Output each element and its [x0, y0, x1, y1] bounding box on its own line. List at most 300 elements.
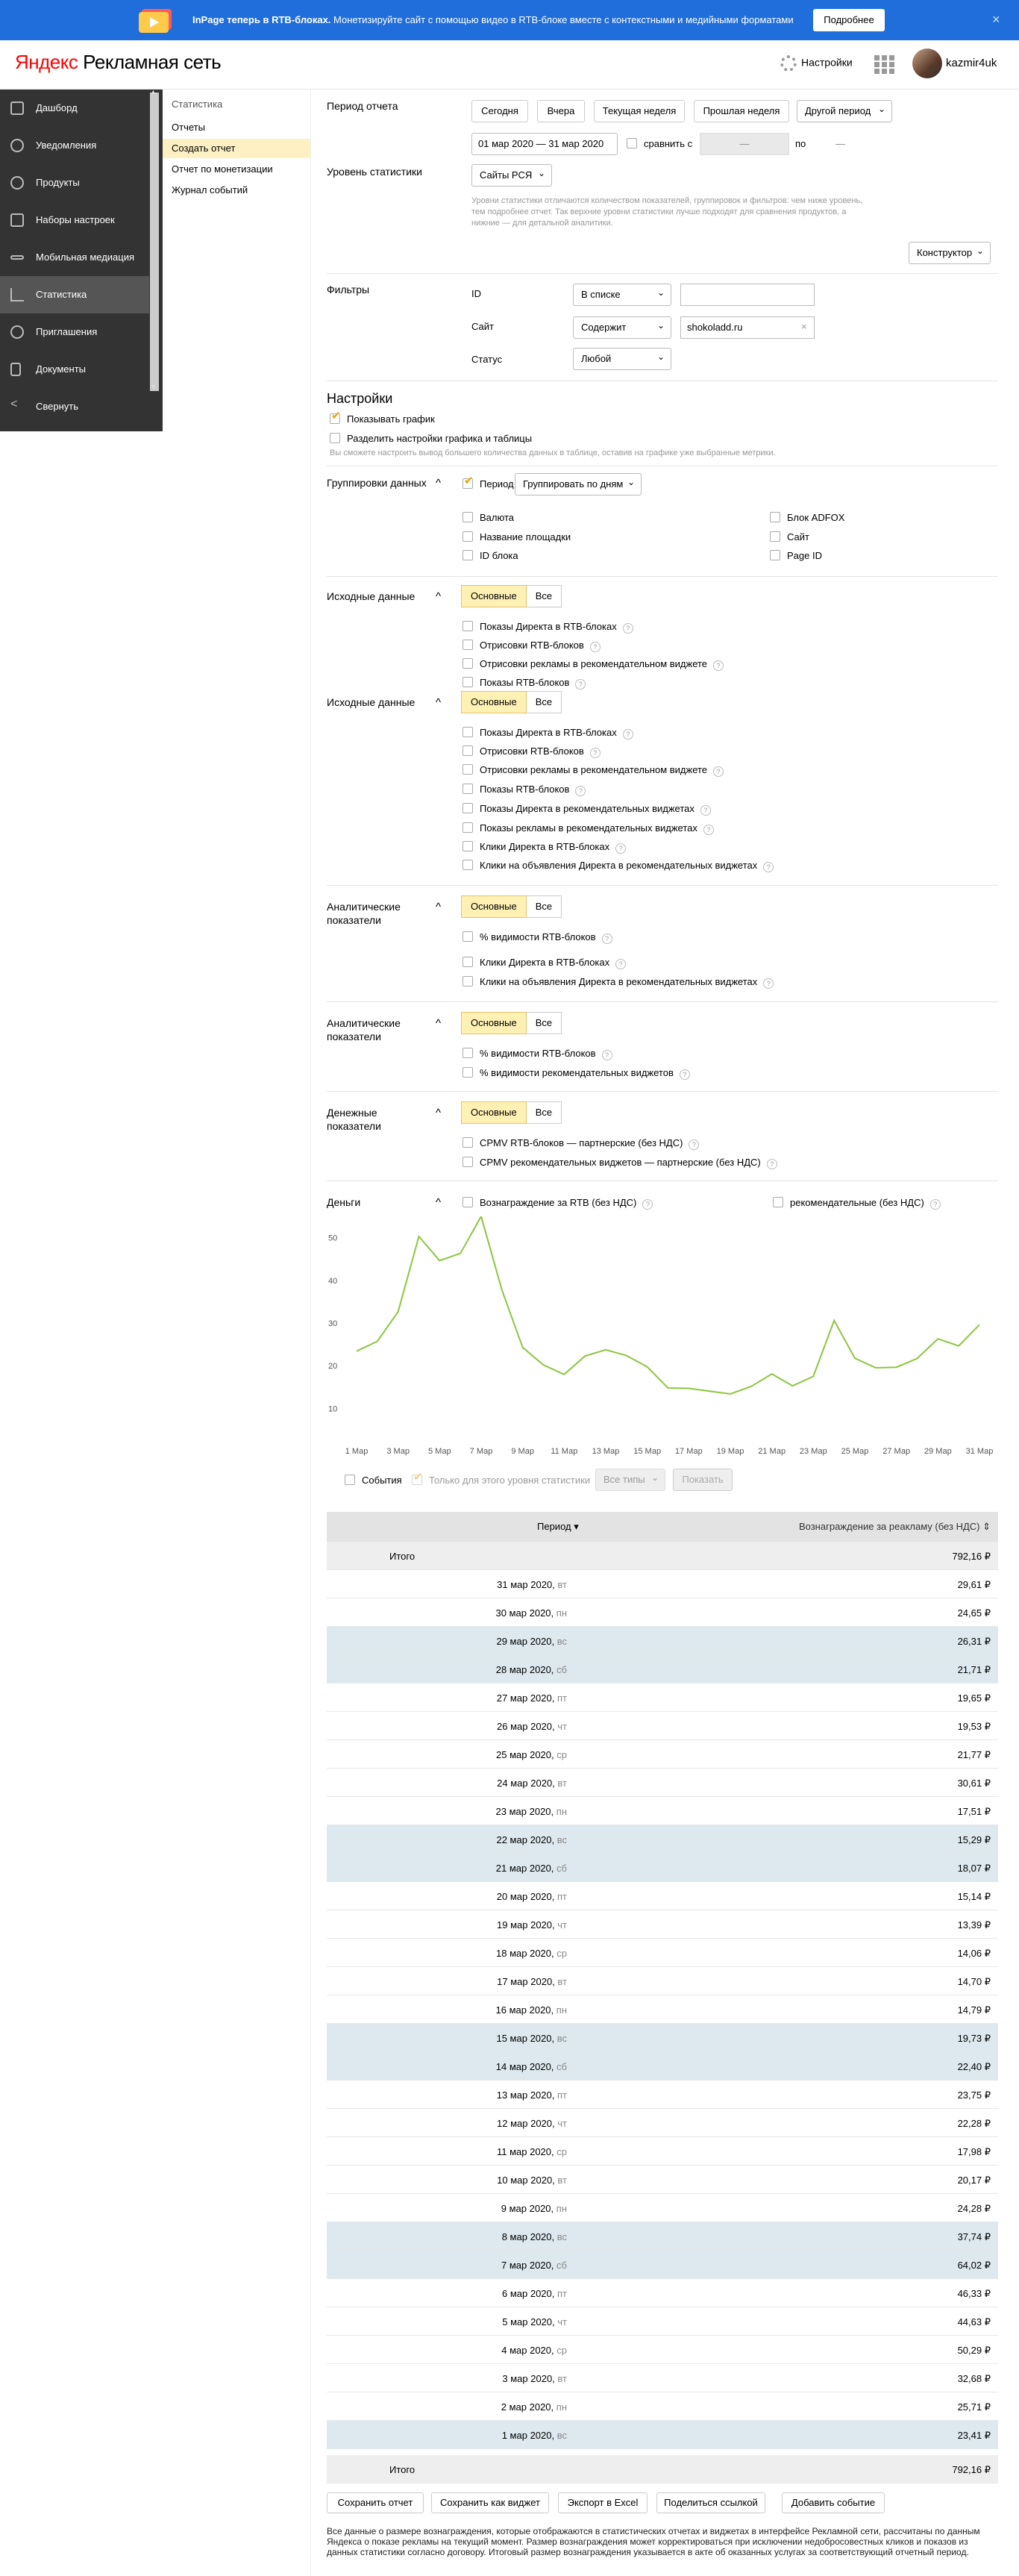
row-weekday: пт — [557, 2288, 567, 2299]
group-page-id-checkbox[interactable] — [770, 550, 822, 562]
row-weekday: чт — [557, 1919, 567, 1931]
total-value: 792,16 ₽ — [952, 2464, 991, 2475]
period-this-week-button[interactable]: Текущая неделя — [594, 100, 685, 122]
table-row — [327, 2194, 998, 2222]
sidebar-item-label: Статистика — [36, 289, 87, 300]
help-icon[interactable]: ? — [689, 1139, 699, 1150]
data-point[interactable] — [687, 1387, 690, 1390]
row-date-text: 26 мар 2020, — [497, 1721, 555, 1732]
row-date-text: 7 мар 2020, — [501, 2260, 554, 2271]
show-events-button[interactable]: Показать — [673, 1469, 733, 1491]
help-icon[interactable]: ? — [590, 748, 601, 758]
events-level-only-label: Только для этого уровня статистики — [429, 1475, 591, 1486]
help-icon[interactable]: ? — [703, 825, 714, 835]
help-icon[interactable]: ? — [623, 729, 633, 740]
row-weekday: ср — [556, 2345, 567, 2356]
group-option-label: Валюта — [480, 512, 514, 523]
table-row — [327, 2109, 998, 2137]
row-date — [496, 1834, 567, 1845]
table-row — [327, 2222, 998, 2251]
row-weekday: пн — [556, 2401, 567, 2413]
share-link-button[interactable]: Поделиться ссылкой — [656, 2492, 765, 2513]
y-tick-label: 50 — [328, 1234, 338, 1243]
metric-checkbox[interactable] — [463, 764, 724, 777]
table-row — [327, 1825, 998, 1854]
level-note: Уровни статистики отличаются количеством показателей, группировок и фильтров: чем ниже уровень, тем подробнее отчет. Так верхние уровни статистики лучше подходят для сравнения продуктов, а нижние — для детальной аналитики. — [471, 196, 863, 228]
compare-to-input[interactable]: — — [835, 138, 845, 149]
group-option-label: ID блока — [480, 550, 518, 561]
sidebar-item-notifications[interactable] — [0, 127, 149, 164]
clear-icon[interactable]: × — [801, 321, 807, 332]
row-value: 24,28 ₽ — [957, 2203, 991, 2214]
events-checkbox[interactable] — [345, 1475, 402, 1486]
sidebar-item-label: Продукты — [36, 177, 80, 188]
filter-site-operator-select[interactable]: Содержит ⌄ — [573, 316, 671, 339]
row-date — [497, 1778, 567, 1789]
checkbox-box — [330, 433, 340, 443]
sidebar-item-products[interactable] — [0, 164, 149, 201]
submenu-item-create-report[interactable]: Создать отчет — [163, 139, 310, 158]
data-point[interactable] — [812, 1375, 815, 1378]
row-date-text: 9 мар 2020, — [501, 2203, 554, 2214]
group-option-label: Сайт — [787, 531, 809, 543]
metric-checkbox[interactable] — [463, 1137, 699, 1150]
row-weekday: пн — [556, 2203, 567, 2214]
data-point[interactable] — [791, 1384, 794, 1387]
metric-checkbox[interactable] — [463, 1067, 690, 1080]
row-date — [496, 1948, 567, 1959]
row-date-text: 6 мар 2020, — [501, 2288, 555, 2299]
series-line — [357, 1216, 979, 1394]
row-value: 19,53 ₽ — [957, 1721, 991, 1732]
period-last-week-button[interactable]: Прошлая неделя — [694, 100, 789, 122]
row-value: 18,07 ₽ — [957, 1863, 991, 1874]
group-currency-checkbox[interactable] — [463, 512, 514, 524]
submenu-item-monetization[interactable]: Отчет по монетизации — [172, 163, 273, 175]
row-date — [496, 2004, 567, 2016]
add-event-button[interactable]: Добавить событие — [782, 2492, 885, 2513]
row-weekday: пн — [556, 1806, 567, 1817]
period-other-select[interactable]: Другой период ⌄ — [797, 100, 892, 122]
logo-product: Рекламная сеть — [78, 51, 222, 73]
metric-label: Отрисовки рекламы в рекомендательном виджете — [480, 764, 708, 775]
data-point[interactable] — [874, 1366, 877, 1369]
row-date-text: 5 мар 2020, — [502, 2316, 555, 2328]
period-yesterday-button[interactable]: Вчера — [537, 100, 585, 122]
checkbox-box — [463, 658, 473, 669]
checkbox-box — [463, 512, 473, 522]
export-excel-button[interactable]: Экспорт в Excel — [558, 2492, 648, 2513]
chevron-up-icon[interactable]: ^ — [436, 1017, 442, 1030]
sidebar-item-dashboard[interactable] — [0, 90, 149, 127]
row-weekday: пн — [556, 1607, 567, 1619]
checkbox-box — [463, 931, 473, 942]
avatar[interactable] — [912, 49, 942, 78]
data-point[interactable] — [542, 1363, 545, 1366]
metric-checkbox[interactable] — [463, 976, 774, 989]
data-point[interactable] — [729, 1392, 732, 1395]
data-point[interactable] — [397, 1310, 400, 1313]
data-point[interactable] — [438, 1259, 441, 1262]
column-header-reward[interactable]: Вознаграждение за реакламу (без НДС) ⇕ — [798, 1521, 991, 1532]
metric-mode-toggle[interactable] — [461, 585, 562, 607]
data-point[interactable] — [957, 1345, 960, 1348]
show-chart-checkbox[interactable] — [330, 413, 435, 425]
row-value: 15,29 ₽ — [957, 1834, 991, 1845]
data-point[interactable] — [771, 1372, 774, 1375]
metric-label: Показы RTB-блоков — [480, 784, 570, 795]
filter-site-input[interactable]: shokoladd.ru — [680, 316, 815, 339]
metric-checkbox[interactable] — [463, 727, 633, 740]
metric-label: Отрисовки рекламы в рекомендательном виджете — [480, 658, 708, 669]
footer-note: Все данные о размере вознаграждения, которые отображаются в статистических отчетах и виджетах в интерфейсе Рекламной сети, рассчитаны по данным Яндекса о показе рекламы на текущий момент. Размер вознаграждения может корректироваться при исключении недобросовестных кликов и показов из данных статистики согласно договору. Итоговый размер вознаграждения указывается в акте об оказанных услугах за соответствующий отчетный период. — [327, 2526, 980, 2557]
data-point[interactable] — [583, 1354, 586, 1357]
row-date — [501, 2345, 567, 2356]
scroll-down-icon[interactable]: ▼ — [150, 383, 157, 390]
data-point[interactable] — [459, 1252, 462, 1255]
filter-status-select[interactable]: Любой ⌄ — [573, 348, 671, 370]
x-tick-label: 31 Мар — [965, 1447, 994, 1456]
data-point[interactable] — [708, 1389, 711, 1392]
help-icon[interactable]: ? — [575, 786, 586, 796]
promo-banner — [0, 0, 1019, 40]
compare-label: сравнить с — [644, 138, 693, 149]
help-icon[interactable]: ? — [642, 1199, 653, 1210]
help-icon[interactable]: ? — [680, 1069, 690, 1080]
save-as-widget-button[interactable]: Сохранить как виджет — [431, 2492, 549, 2513]
filter-name-site: Сайт — [471, 321, 494, 332]
chevron-up-icon[interactable]: ^ — [436, 901, 442, 913]
row-weekday: пн — [556, 2004, 567, 2016]
help-icon[interactable]: ? — [602, 1050, 612, 1060]
metric-mode-toggle[interactable] — [461, 691, 562, 713]
checkbox-box — [463, 1197, 473, 1207]
chart-icon — [10, 288, 24, 301]
row-weekday: ср — [556, 2146, 567, 2157]
chevron-up-icon[interactable]: ^ — [436, 1196, 442, 1209]
logo[interactable] — [15, 51, 221, 74]
mode-main-button[interactable]: Основные — [461, 585, 527, 607]
help-icon[interactable]: ? — [930, 1199, 941, 1210]
checkbox-box — [463, 745, 473, 756]
total-value: 792,16 ₽ — [952, 1551, 991, 1562]
level-label: Уровень статистики — [327, 166, 422, 178]
help-icon[interactable]: ? — [615, 843, 626, 854]
metric-checkbox[interactable] — [463, 860, 774, 872]
metric-checkbox[interactable] — [463, 621, 633, 634]
data-point[interactable] — [936, 1337, 939, 1340]
x-tick-label: 27 Мар — [882, 1447, 911, 1456]
data-point[interactable] — [521, 1346, 524, 1349]
mode-all-button[interactable]: Все — [527, 895, 562, 918]
row-date-text: 19 мар 2020, — [497, 1919, 555, 1931]
x-tick-label: 25 Мар — [841, 1447, 869, 1456]
group-period-checkbox[interactable] — [463, 478, 514, 490]
help-icon[interactable]: ? — [602, 934, 612, 944]
row-value: 46,33 ₽ — [957, 2288, 991, 2299]
row-value: 14,70 ₽ — [957, 1976, 991, 1987]
help-icon[interactable]: ? — [763, 862, 774, 872]
chevron-up-icon[interactable]: ^ — [436, 696, 442, 709]
help-icon[interactable]: ? — [713, 766, 724, 777]
row-weekday: чт — [557, 2316, 567, 2328]
apps-grid-icon[interactable] — [874, 55, 895, 73]
header — [0, 40, 1019, 90]
metric-checkbox[interactable] — [463, 784, 586, 796]
help-icon[interactable]: ? — [623, 623, 633, 634]
group-option-label: Блок ADFOX — [787, 512, 845, 523]
help-icon[interactable]: ? — [590, 642, 601, 652]
metric-label: % видимости RTB-блоков — [480, 931, 596, 942]
data-point[interactable] — [562, 1373, 565, 1376]
checkbox-box — [412, 1475, 422, 1485]
row-date — [497, 2175, 567, 2186]
metric-checkbox[interactable] — [463, 658, 724, 671]
metric-label: Показы рекламы в рекомендательных виджетах — [480, 822, 697, 834]
dashboard-icon — [10, 101, 24, 115]
split-settings-checkbox[interactable] — [330, 433, 532, 445]
money-rtb-checkbox[interactable] — [463, 1197, 653, 1210]
x-tick-label: 11 Мар — [551, 1447, 578, 1456]
row-weekday: чт — [557, 2118, 567, 2129]
promo-more-button[interactable]: Подробнее — [813, 9, 885, 31]
date-range-input[interactable]: 01 мар 2020 — 31 мар 2020 — [471, 133, 618, 155]
checkbox-box — [463, 976, 473, 987]
data-point[interactable] — [604, 1348, 607, 1351]
row-value: 37,74 ₽ — [957, 2231, 991, 2242]
row-date — [497, 2118, 567, 2129]
row-date — [502, 2231, 567, 2242]
group-by-select[interactable]: Группировать по дням ⌄ — [515, 473, 642, 495]
metric-mode-toggle[interactable] — [461, 895, 562, 918]
table-row — [327, 1655, 998, 1684]
metric-checkbox[interactable] — [463, 931, 612, 944]
data-point[interactable] — [667, 1387, 670, 1389]
data-point[interactable] — [646, 1366, 649, 1369]
y-tick-label: 40 — [328, 1276, 338, 1286]
mode-all-button[interactable]: Все — [527, 585, 562, 607]
compare-checkbox[interactable] — [627, 138, 692, 150]
row-value: 14,06 ₽ — [957, 1948, 991, 1959]
group-adfox-checkbox[interactable] — [770, 512, 844, 524]
x-tick-label: 9 Мар — [511, 1447, 535, 1456]
filter-id-operator-select[interactable]: В списке ⌄ — [573, 284, 671, 306]
metric-checkbox[interactable] — [463, 640, 601, 652]
column-header-period[interactable]: Период ▾ — [537, 1521, 579, 1532]
close-icon[interactable]: × — [992, 12, 1000, 27]
mode-all-button[interactable]: Все — [527, 691, 562, 713]
events-level-only-checkbox[interactable] — [412, 1475, 590, 1486]
settings-link[interactable] — [780, 55, 853, 72]
table-row — [327, 2307, 998, 2336]
row-value: 24,65 ₽ — [957, 1607, 991, 1619]
row-date — [496, 2061, 567, 2072]
metric-checkbox[interactable] — [463, 803, 711, 816]
chevron-up-icon[interactable]: ^ — [436, 477, 442, 490]
event-types-select[interactable]: Все типы ⌄ — [595, 1469, 665, 1491]
submenu-item-event-log[interactable]: Журнал событий — [172, 184, 248, 196]
metric-checkbox[interactable] — [463, 677, 586, 690]
table-row — [327, 1939, 998, 1967]
row-weekday: вт — [557, 1579, 567, 1590]
data-point[interactable] — [833, 1319, 835, 1322]
metric-checkbox[interactable] — [463, 1157, 777, 1169]
row-weekday: вт — [557, 1778, 567, 1789]
mode-main-button[interactable]: Основные — [461, 895, 527, 918]
data-point[interactable] — [750, 1385, 753, 1388]
row-value: 22,40 ₽ — [957, 2061, 991, 2072]
mode-all-button[interactable]: Все — [527, 1012, 562, 1034]
mode-main-button[interactable]: Основные — [461, 691, 527, 713]
help-icon[interactable]: ? — [763, 978, 774, 989]
help-icon[interactable]: ? — [575, 679, 586, 690]
submenu-item-reports[interactable]: Отчеты — [172, 122, 205, 133]
sidebar-scrollbar[interactable] — [150, 93, 159, 391]
compare-from-input[interactable]: — — [700, 133, 789, 155]
money-widgets-checkbox[interactable] — [773, 1197, 941, 1210]
sidebar-item-presets[interactable] — [0, 201, 149, 239]
row-date — [497, 1721, 567, 1732]
data-point[interactable] — [916, 1357, 919, 1360]
row-date-text: 4 мар 2020, — [501, 2345, 554, 2356]
data-point[interactable] — [501, 1289, 504, 1292]
checkbox-box — [463, 640, 473, 650]
mode-all-button[interactable]: Все — [527, 1101, 562, 1124]
x-tick-label: 19 Мар — [716, 1447, 744, 1456]
checkbox-box — [463, 841, 473, 851]
bulb-icon — [10, 139, 24, 152]
filter-id-input[interactable] — [680, 284, 815, 306]
divider — [327, 885, 998, 886]
help-icon[interactable]: ? — [767, 1159, 777, 1169]
scroll-up-icon[interactable]: ▲ — [150, 88, 157, 96]
metric-checkbox[interactable] — [463, 1048, 612, 1060]
sidebar-item-documents[interactable] — [0, 351, 149, 388]
save-report-button[interactable]: Сохранить отчет — [327, 2492, 424, 2513]
section-analytics-label: Аналитические показатели — [327, 1017, 401, 1042]
sidebar-item-invitations[interactable] — [0, 313, 149, 351]
events-label: События — [362, 1475, 402, 1486]
x-tick-label: 3 Мар — [386, 1447, 410, 1456]
compare-to-label: по — [795, 138, 806, 149]
settings-title: Настройки — [327, 391, 393, 406]
person-icon — [10, 325, 24, 339]
row-date-text: 16 мар 2020, — [495, 2004, 554, 2016]
metric-mode-toggle[interactable] — [461, 1101, 562, 1124]
group-block-id-checkbox[interactable] — [463, 550, 518, 562]
metric-checkbox[interactable] — [463, 745, 601, 758]
sidebar-item-label: Свернуть — [36, 401, 79, 412]
video-promo-icon — [136, 4, 178, 36]
group-option-label: Название площадки — [480, 531, 571, 543]
row-date — [502, 2316, 567, 2328]
money-line-chart — [327, 1216, 998, 1463]
row-weekday: пт — [557, 1891, 567, 1902]
metric-label: CPMV RTB-блоков — партнерские (без НДС) — [480, 1137, 683, 1148]
row-weekday: ср — [556, 1948, 567, 1959]
username[interactable]: kazmir4uk — [946, 57, 997, 69]
level-select[interactable]: Сайты РСЯ ⌄ — [471, 164, 552, 187]
chevron-up-icon[interactable]: ^ — [436, 590, 442, 603]
checkbox-box — [463, 531, 473, 542]
checkbox-box — [463, 803, 473, 813]
chevron-up-icon[interactable]: ^ — [436, 1107, 442, 1119]
row-date — [496, 1607, 567, 1619]
x-tick-label: 17 Мар — [674, 1447, 703, 1456]
checkbox-box — [770, 550, 780, 560]
x-tick-label: 23 Мар — [799, 1447, 827, 1456]
y-tick-label: 20 — [328, 1362, 338, 1372]
total-label: Итого — [389, 1551, 416, 1562]
data-point[interactable] — [978, 1323, 981, 1326]
help-icon[interactable]: ? — [700, 805, 711, 816]
data-point[interactable] — [895, 1366, 898, 1369]
gear-icon — [780, 55, 797, 72]
sidebar-collapse[interactable] — [0, 388, 149, 425]
row-weekday: пт — [557, 2089, 567, 2101]
table-row — [327, 1570, 998, 1598]
group-site-checkbox[interactable] — [770, 531, 809, 543]
table-row — [327, 2024, 998, 2052]
row-weekday: сб — [556, 2260, 567, 2271]
data-point[interactable] — [355, 1350, 358, 1353]
group-site-name-checkbox[interactable] — [463, 531, 571, 543]
metric-checkbox[interactable] — [463, 957, 626, 969]
table-row — [327, 2052, 998, 2081]
row-value: 26,31 ₽ — [957, 1636, 991, 1647]
row-date — [497, 1579, 567, 1590]
checkbox-box — [627, 138, 637, 149]
metric-label: Отрисовки RTB-блоков — [480, 745, 584, 757]
metric-label: Отрисовки RTB-блоков — [480, 640, 584, 651]
metric-mode-toggle[interactable] — [461, 1012, 562, 1034]
mode-main-button[interactable]: Основные — [461, 1012, 527, 1034]
row-date-text: 1 мар 2020, — [501, 2430, 555, 2441]
metric-checkbox[interactable] — [463, 822, 714, 835]
data-point[interactable] — [625, 1354, 628, 1357]
period-today-button[interactable]: Сегодня — [471, 100, 528, 122]
money-label: Деньги — [327, 1196, 361, 1208]
sidebar-item-statistics[interactable] — [0, 276, 149, 313]
divider — [327, 1001, 998, 1002]
table-row — [327, 2421, 998, 2449]
row-weekday: вс — [556, 2231, 567, 2242]
row-value: 13,39 ₽ — [957, 1919, 991, 1931]
row-value: 25,71 ₽ — [957, 2401, 991, 2413]
promo-text — [192, 14, 794, 25]
metric-label: Клики Директа в RTB-блоках — [480, 841, 610, 852]
row-weekday: вс — [556, 2033, 567, 2044]
mediation-icon — [10, 255, 24, 260]
constructor-select[interactable]: Конструктор ⌄ — [909, 242, 991, 264]
period-label: Период отчета — [327, 100, 398, 112]
data-point[interactable] — [418, 1235, 421, 1238]
row-value: 19,73 ₽ — [957, 2033, 991, 2044]
data-point[interactable] — [853, 1357, 856, 1360]
divider — [327, 576, 998, 577]
metric-checkbox[interactable] — [463, 841, 626, 854]
mode-main-button[interactable]: Основные — [461, 1101, 527, 1124]
help-icon[interactable]: ? — [615, 959, 626, 969]
sidebar-item-mediation[interactable] — [0, 239, 149, 276]
checkbox-box — [330, 413, 340, 424]
data-point[interactable] — [376, 1340, 379, 1343]
filter-name-status: Статус — [471, 354, 503, 365]
help-icon[interactable]: ? — [713, 660, 724, 671]
total-label: Итого — [389, 2464, 416, 2475]
checkbox-box — [463, 1067, 473, 1078]
row-date-text: 18 мар 2020, — [496, 1948, 554, 1959]
